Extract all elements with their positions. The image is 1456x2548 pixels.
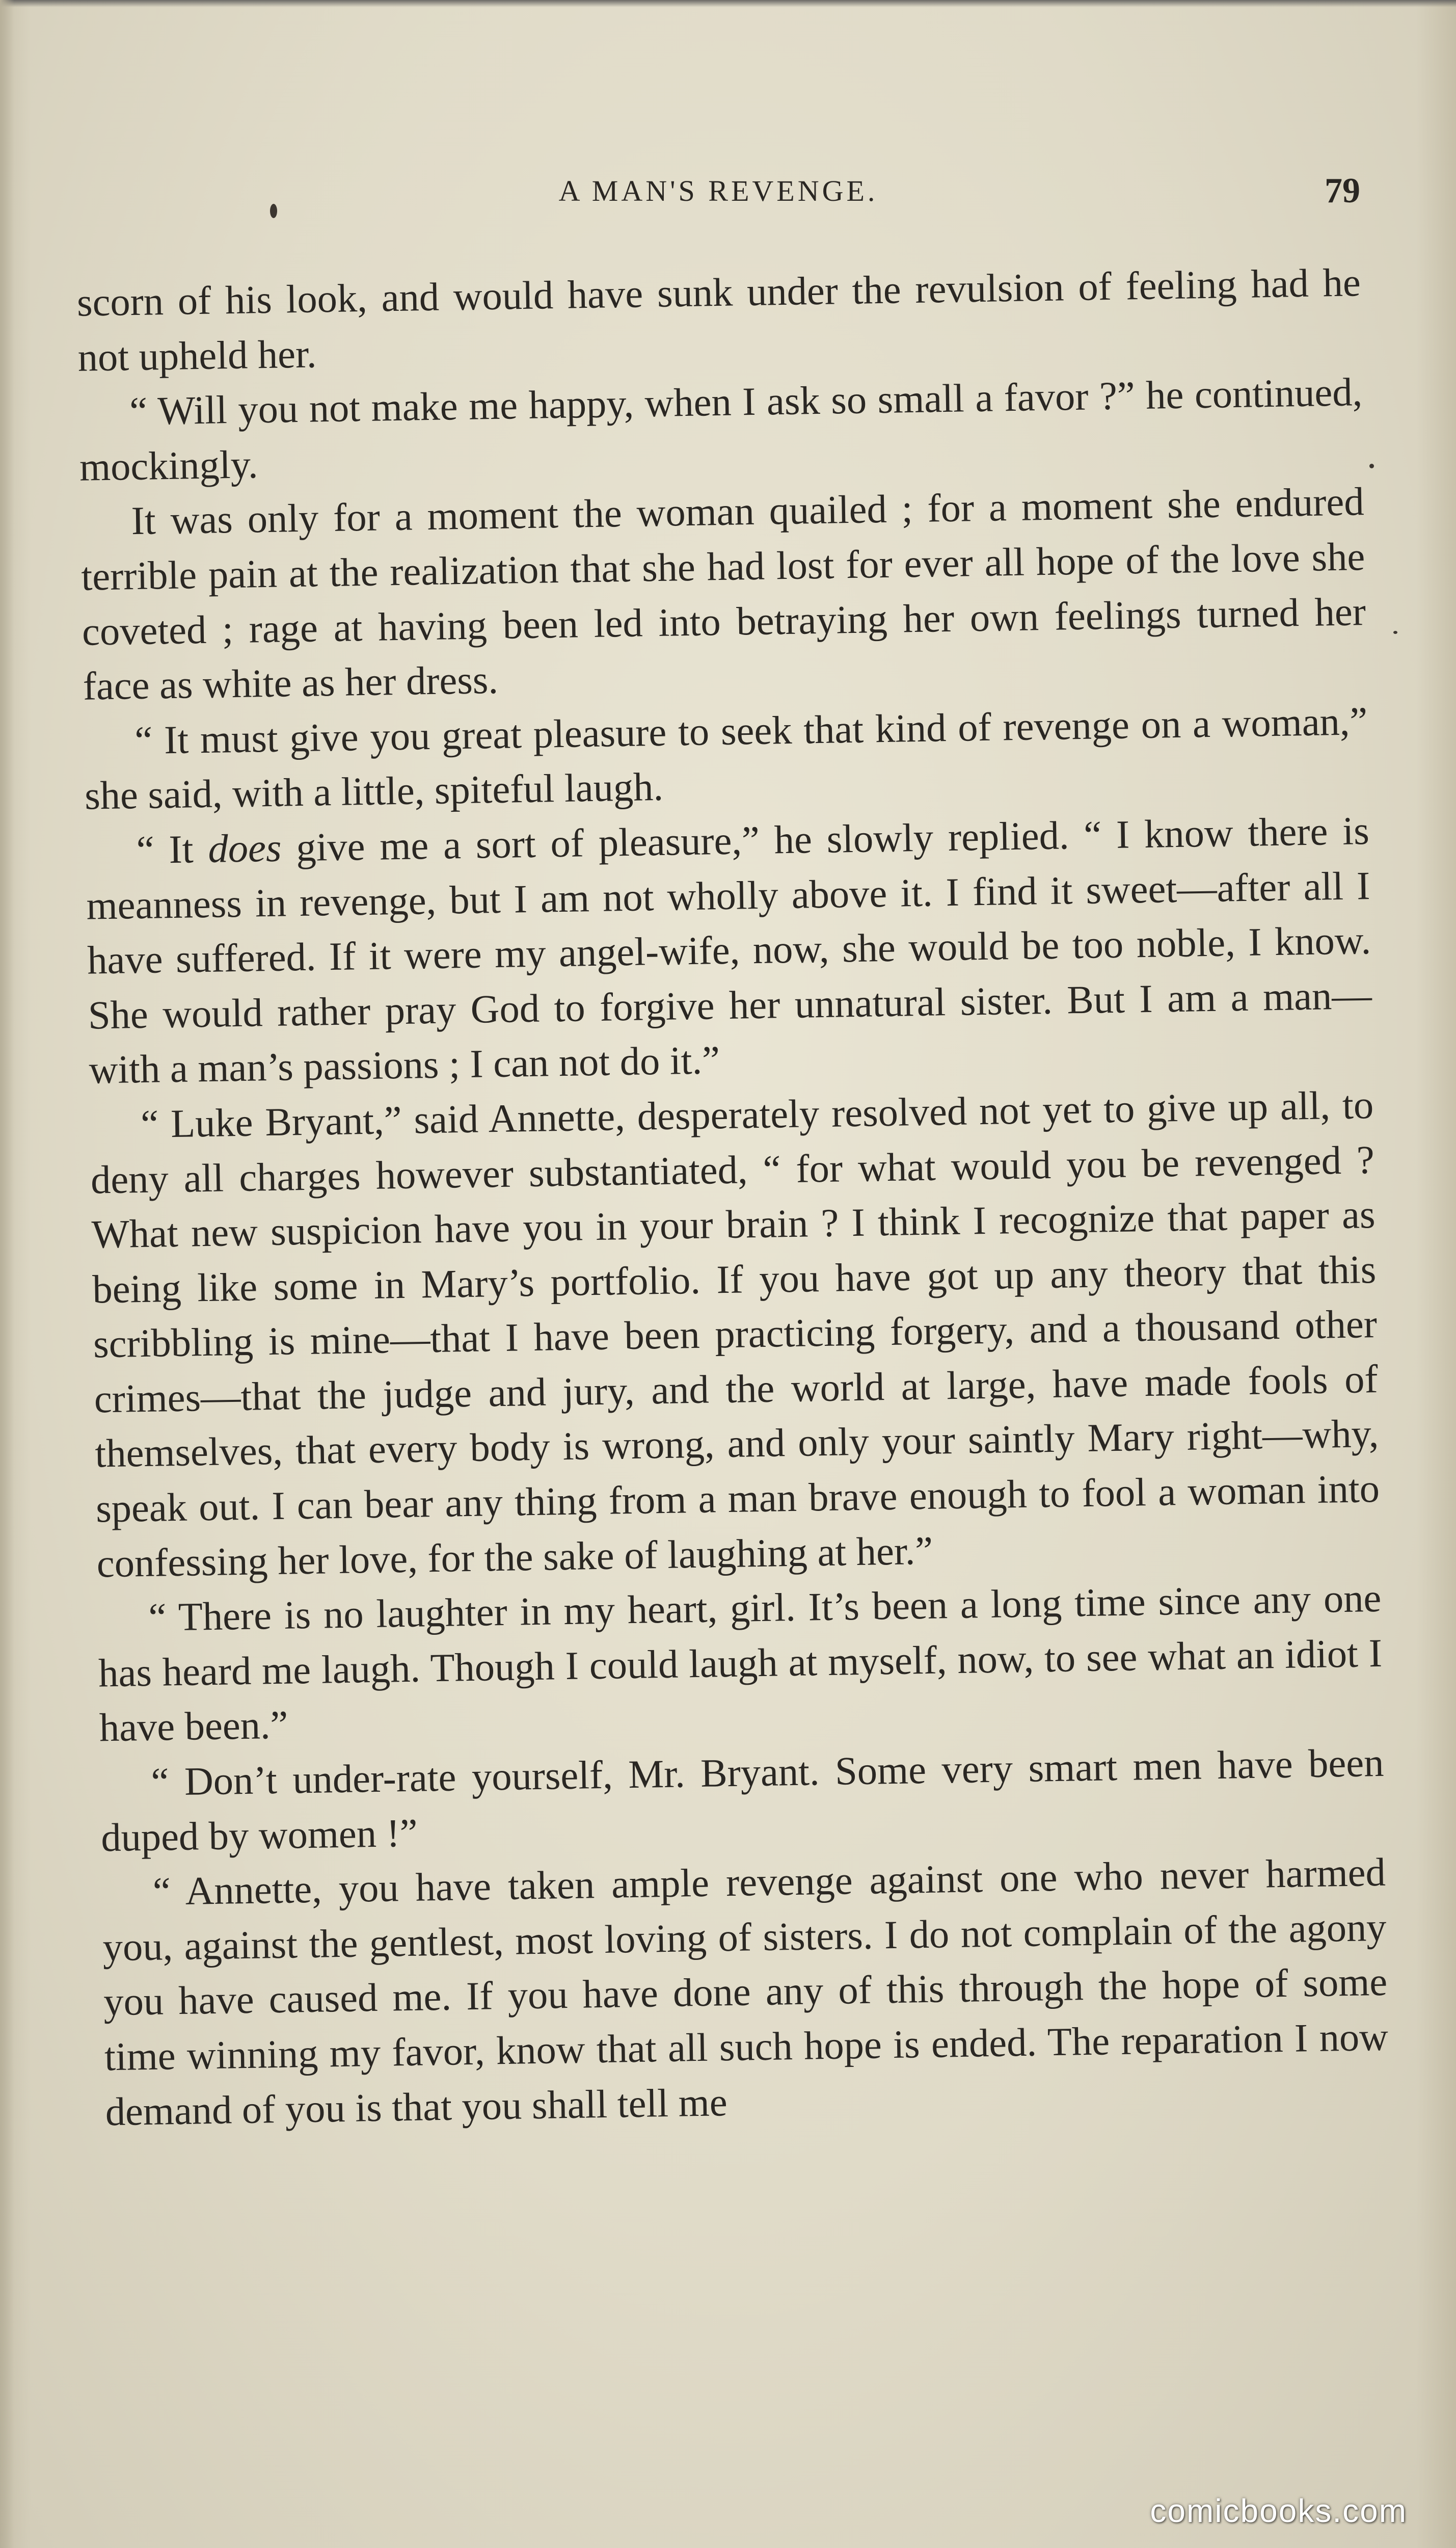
emphasis-text: does bbox=[207, 825, 282, 871]
paragraph bbox=[100, 1735, 1385, 1865]
body-text bbox=[76, 255, 1389, 2139]
running-head: A MAN'S REVENGE. bbox=[558, 174, 878, 207]
paragraph-text: scorn of his look, and would have sunk under the revulsion of feeling had he not upheld her. bbox=[76, 260, 1361, 380]
paragraph-text: “ It must give you great pleasure to seek that kind of revenge on a woman,” she said, with a little, spiteful laugh. bbox=[84, 698, 1368, 818]
paragraph bbox=[97, 1571, 1384, 1755]
paragraph-text: “ Don’t under-rate yourself, Mr. Bryant. Some very smart men have been duped by women !” bbox=[100, 1740, 1384, 1860]
paragraph bbox=[90, 1077, 1381, 1591]
paragraph-text: It was only for a moment the woman quailed ; for a moment she endured terrible pain at the realization that she had lost for ever all hope of the love she coveted ; rage at having been led into betraying her own feelings turned her face as white as her dress. bbox=[80, 479, 1366, 708]
ink-speck bbox=[1393, 631, 1397, 634]
paragraph-text: “ There is no laughter in my heart, girl. It’s been a long time since any one has heard me laugh. Though I could laugh at myself, now, to see what an idiot I have been.” bbox=[98, 1576, 1383, 1750]
paragraph-text: “ Will you not make me happy, when I ask so small a favor ?” he continued, mockingly. bbox=[79, 369, 1363, 489]
paragraph-text: “ Annette, you have taken ample revenge against one who never harmed you, against the gentlest, most loving of sisters. I do not complain of the agony you have caused me. If you have done any of this through the hope of some time winning my favor, know that all such hope is ended. The reparation I now demand of you is that you shall tell me bbox=[102, 1850, 1389, 2134]
paragraph bbox=[84, 694, 1369, 824]
paragraph-text: “ It bbox=[136, 826, 209, 872]
paragraph bbox=[76, 255, 1362, 385]
paragraph bbox=[101, 1845, 1389, 2139]
paragraph bbox=[85, 803, 1373, 1097]
page-gutter bbox=[0, 0, 14, 2548]
paragraph-text: give me a sort of pleasure,” he slowly replied. “ I know there is meanness in revenge, but I am not wholly above it. I find it sweet—after all I have suffered. If it were my angel-wife, now, she would be too noble, I know. She would rather pray God to forgive her unnatural sister. But I am a man—with a man’s passions ; I can not do it.” bbox=[86, 808, 1372, 1092]
page-number: 79 bbox=[1325, 171, 1360, 210]
top-shadow bbox=[0, 0, 1456, 7]
paragraph bbox=[78, 364, 1364, 494]
ink-speck bbox=[1369, 464, 1374, 468]
page-header bbox=[76, 163, 1360, 219]
paragraph bbox=[80, 474, 1367, 714]
watermark: comicbooks.com bbox=[1150, 2492, 1407, 2529]
paragraph-text: “ Luke Bryant,” said Annette, desperately resolved not yet to give up all, to deny all charges however substantiated, “ for what would you be revenged ? What new suspicion have you in your brain ? I think I recognize that paper as being like some in Mary’s portfolio. If you have got up any theory that this scribbling is mine—that I have been practicing forgery, and a thousand other crimes—that the judge and jury, and the world at large, have made fools of themselves, that every body is wrong, and only your saintly Mary right—why, speak out. I can bear any thing from a man brave enough to fool a woman into confessing her love, for the sake of laughing at her.” bbox=[90, 1082, 1380, 1586]
ink-speck bbox=[270, 204, 277, 218]
